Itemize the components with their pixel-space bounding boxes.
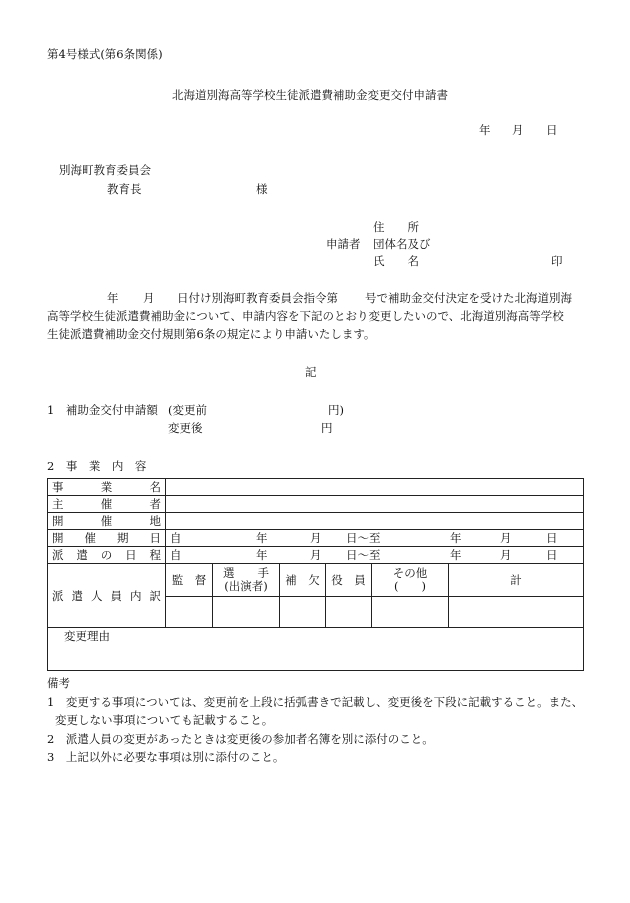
project-content-table (47, 478, 584, 671)
note-1-cont: 変更しない事項についても記載すること。 (55, 713, 274, 727)
col-officer: 役 員 (326, 564, 372, 597)
col-other (372, 564, 449, 597)
addressee-superintendent: 教育長 (107, 182, 142, 196)
row-label-members: 派遣人員内訳 (48, 564, 166, 628)
venue-value[interactable] (166, 513, 584, 530)
addressee-committee: 別海町教育委員会 (59, 163, 151, 177)
item1-after-unit: 円 (321, 421, 333, 435)
row-label-organizer: 主催者 (48, 496, 166, 513)
note-3: 3 上記以外に必要な事項は別に添付のこと。 (47, 750, 285, 764)
item2-label: 2 事 業 内 容 (47, 459, 147, 473)
item1-after: 変更後 (168, 421, 203, 435)
organizer-value[interactable] (166, 496, 584, 513)
date-month: 月 (512, 123, 524, 137)
project-name-value[interactable] (166, 479, 584, 496)
body-month: 月 (143, 291, 155, 305)
body-year: 年 (107, 291, 119, 305)
dispatch-month-1: 月 (310, 548, 322, 562)
body-line2: 高等学校生徒派遣費補助金について、申請内容を下記のとおり変更したいので、北海道別海高等学校 (47, 309, 564, 323)
period-month-2: 月 (500, 531, 512, 545)
notes-heading: 備考 (47, 676, 70, 690)
date-day: 日 (546, 123, 558, 137)
row-label-period: 開催期日 (48, 530, 166, 547)
form-number: 第4号様式(第6条関係) (47, 47, 163, 61)
row-label-dispatch: 派遣の日程 (48, 547, 166, 564)
document-title: 北海道別海高等学校生徒派遣費補助金変更交付申請書 (172, 88, 448, 102)
col-director: 監 督 (166, 564, 213, 597)
period-day-to: 日～至 (346, 531, 381, 545)
col-other-line1: その他 (392, 566, 428, 580)
item1-label: 1 補助金交付申請額 (47, 403, 158, 417)
row-label-venue: 開催地 (48, 513, 166, 530)
change-reason-cell[interactable] (48, 628, 584, 671)
date-year: 年 (479, 123, 491, 137)
period-month-1: 月 (310, 531, 322, 545)
table-row (48, 496, 584, 513)
body-line1-mid: 日付け別海町教育委員会指令第 (177, 291, 338, 305)
col-other-line2: ( ) (394, 579, 426, 593)
dispatch-from: 自 (170, 548, 182, 562)
col-player-line2: (出演者) (224, 579, 268, 593)
addressee-honorific: 様 (256, 182, 268, 196)
change-reason-label: 変更理由 (64, 629, 110, 643)
body-line3: 生徒派遣費補助金交付規則第6条の規定により申請いたします。 (47, 327, 376, 341)
dispatch-month-2: 月 (500, 548, 512, 562)
player-count[interactable] (213, 597, 280, 628)
note-2: 2 派遣人員の変更があったときは変更後の参加者名簿を別に添付のこと。 (47, 732, 434, 746)
note-1: 1 変更する事項については、変更前を上段に括弧書きで記載し、変更後を下段に記載すること。また、 (47, 695, 584, 709)
row-label-project-name: 事業名 (48, 479, 166, 496)
period-year-1: 年 (256, 531, 268, 545)
col-player-line1: 選 手 (223, 566, 269, 580)
col-total: 計 (449, 564, 584, 597)
table-row (48, 513, 584, 530)
table-row (48, 564, 584, 597)
period-day-2: 日 (546, 531, 558, 545)
applicant-label: 申請者 (326, 237, 361, 251)
table-row (48, 530, 584, 547)
col-player (213, 564, 280, 597)
ki-mark: 記 (305, 365, 317, 379)
other-count[interactable] (372, 597, 449, 628)
col-substitute: 補 欠 (280, 564, 326, 597)
applicant-name-label: 氏 名 (373, 254, 419, 268)
dispatch-day-to: 日～至 (346, 548, 381, 562)
total-count[interactable] (449, 597, 584, 628)
applicant-address-label: 住 所 (373, 220, 419, 234)
dispatch-year-1: 年 (256, 548, 268, 562)
item1-before: (変更前 (168, 403, 207, 417)
table-row (48, 628, 584, 671)
period-year-2: 年 (450, 531, 462, 545)
body-line1-end: 号で補助金交付決定を受けた北海道別海 (365, 291, 572, 305)
period-value[interactable] (166, 530, 584, 547)
item1-before-unit: 円) (328, 403, 344, 417)
table-row (48, 479, 584, 496)
applicant-org-label: 団体名及び (373, 237, 431, 251)
dispatch-year-2: 年 (450, 548, 462, 562)
dispatch-value[interactable] (166, 547, 584, 564)
officer-count[interactable] (326, 597, 372, 628)
seal-mark: 印 (551, 254, 563, 268)
table-row (48, 547, 584, 564)
dispatch-day-2: 日 (546, 548, 558, 562)
substitute-count[interactable] (280, 597, 326, 628)
director-count[interactable] (166, 597, 213, 628)
period-from: 自 (170, 531, 182, 545)
